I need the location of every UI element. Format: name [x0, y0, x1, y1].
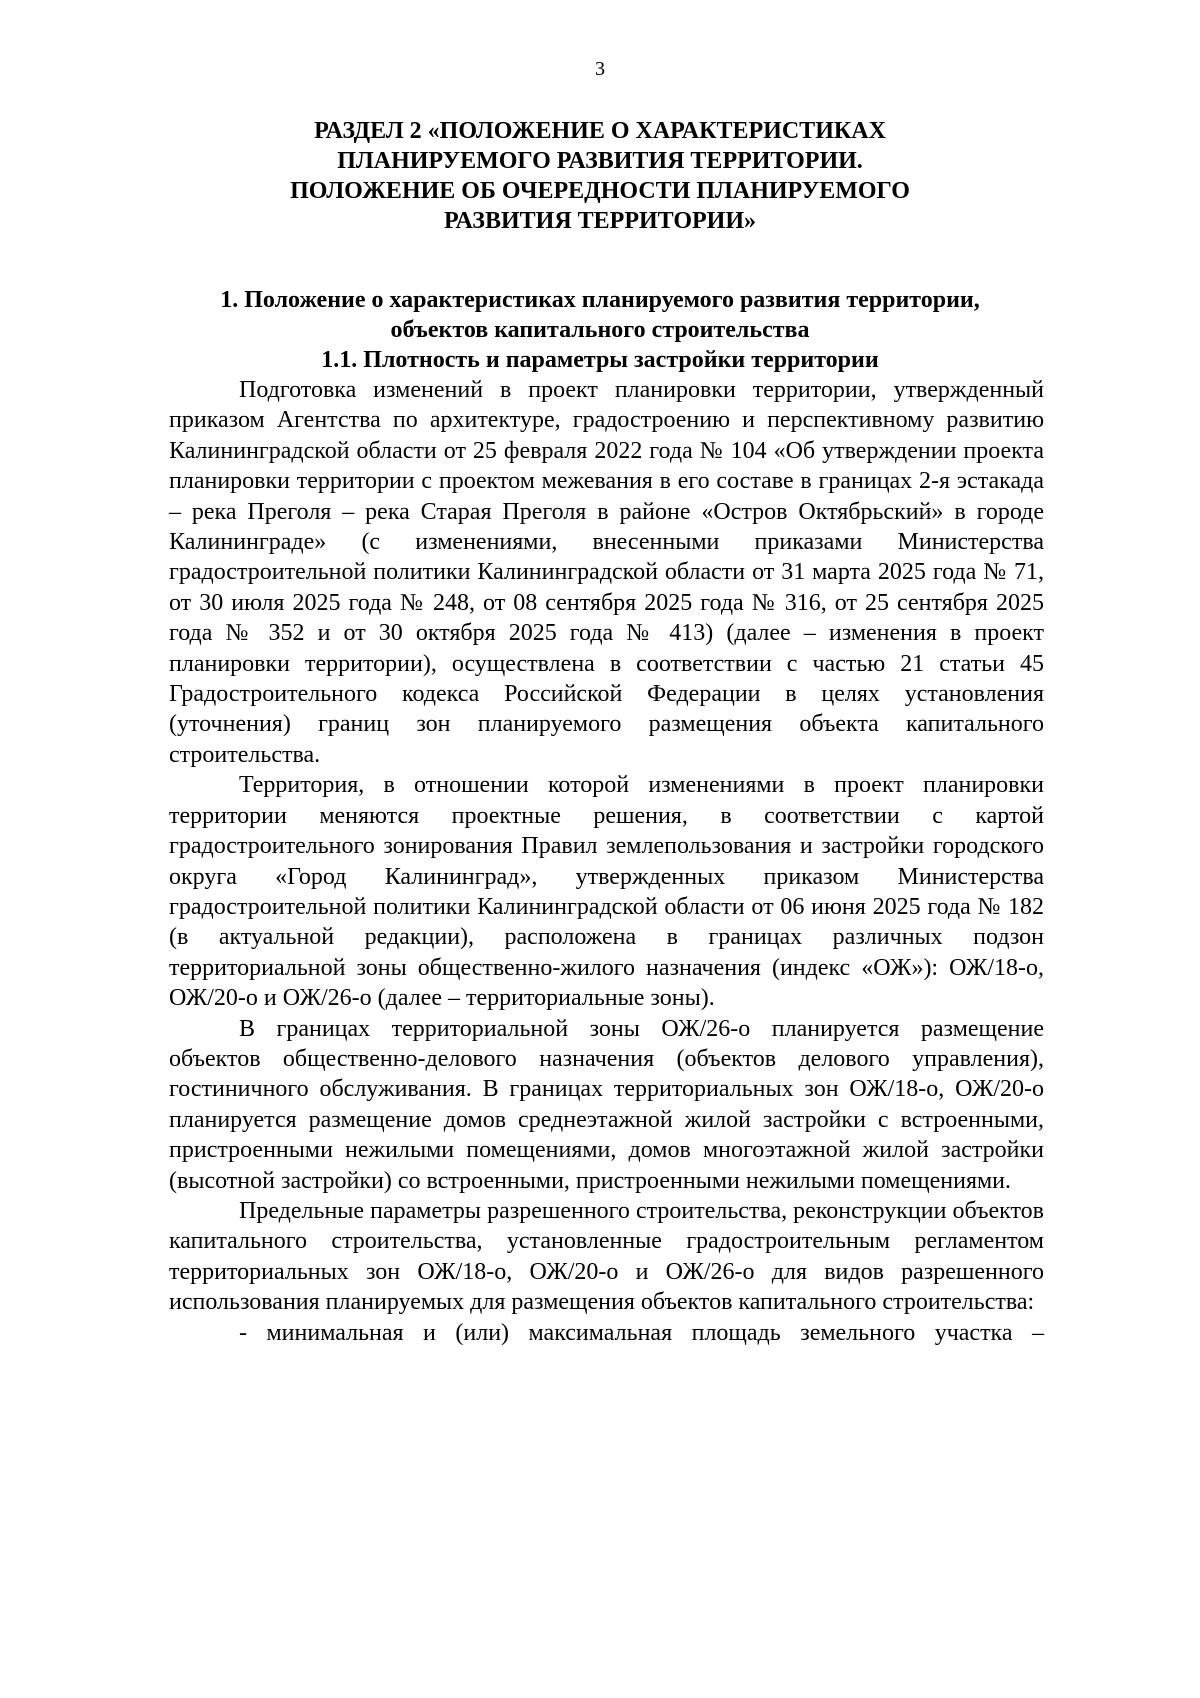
paragraph: Территория, в отношении которой изменениями в проект планировки территории меняются проектные решения, в соответствии с картой градостроительного зонирования Правил землепользования и застройки городского округа «Город Калининград», утвержденных приказом Министерства градостроительной политики Калининградской области от 06 июня 2025 года № 182 (в актуальной редакции), расположена в границах различных подзон территориальной зоны общественно-жилого назначения (индекс «ОЖ»): ОЖ/18-о, ОЖ/20-о и ОЖ/26-о (далее – территориальные зоны). — [169, 772, 1044, 1012]
section-heading-line: ПЛАНИРУЕМОГО РАЗВИТИЯ ТЕРРИТОРИИ. — [337, 148, 863, 174]
section-heading-line: РАЗВИТИЯ ТЕРРИТОРИИ» — [443, 208, 757, 234]
paragraph: В границах территориальной зоны ОЖ/26-о планируется размещение объектов общественно-делового назначения (объектов делового управления), гостиничного обслуживания. В границах территориальных зон ОЖ/18-о, ОЖ/20-о планируется размещение домов среднеэтажной жилой застройки с встроенными, пристроенными нежилыми помещениями, домов многоэтажной жилой застройки (высотной застройки) со встроенными, пристроенными нежилыми помещениями. — [169, 1015, 1044, 1194]
subsection-heading-line: объектов капитального строительства — [390, 317, 810, 343]
paragraph: - минимальная и (или) максимальная площадь земельного участка – — [239, 1319, 1044, 1346]
page-number: 3 — [595, 58, 605, 80]
subsection-heading-line: 1. Положение о характеристиках планируемого развития территории, — [220, 287, 980, 313]
section-heading — [170, 116, 1030, 236]
paragraph: Предельные параметры разрешенного строительства, реконструкции объектов капитального строительства, установленные градостроительным регламентом территориальных зон ОЖ/18-о, ОЖ/20-о и ОЖ/26-о для видов разрешенного использования планируемых для размещения объектов капитального строительства: — [169, 1197, 1044, 1316]
subsection-heading — [170, 285, 1030, 375]
section-heading-line: РАЗДЕЛ 2 «ПОЛОЖЕНИЕ О ХАРАКТЕРИСТИКАХ — [314, 118, 886, 144]
subsection-heading-line: 1.1. Плотность и параметры застройки территории — [321, 347, 879, 373]
section-heading-line: ПОЛОЖЕНИЕ ОБ ОЧЕРЕДНОСТИ ПЛАНИРУЕМОГО — [290, 178, 910, 204]
body-text — [169, 375, 1044, 1348]
paragraph: Подготовка изменений в проект планировки территории, утвержденный приказом Агентства по архитектуре, градостроению и перспективному развитию Калининградской области от 25 февраля 2022 года № 104 «Об утверждении проекта планировки территории с проектом межевания в его составе в границах 2-я эстакада – река Преголя – река Старая Преголя в районе «Остров Октябрьский» в городе Калининграде» (с изменениями, внесенными приказами Министерства градостроительной политики Калининградской области от 31 марта 2025 года № 71, от 30 июля 2025 года № 248, от 08 сентября 2025 года № 316, от 25 сентября 2025 года № 352 и от 30 октября 2025 года № 413) (далее – изменения в проект планировки территории), осуществлена в соответствии с частью 21 статьи 45 Градостроительного кодекса Российской Федерации в целях установления (уточнения) границ зон планируемого размещения объекта капитального строительства. — [169, 377, 1044, 768]
